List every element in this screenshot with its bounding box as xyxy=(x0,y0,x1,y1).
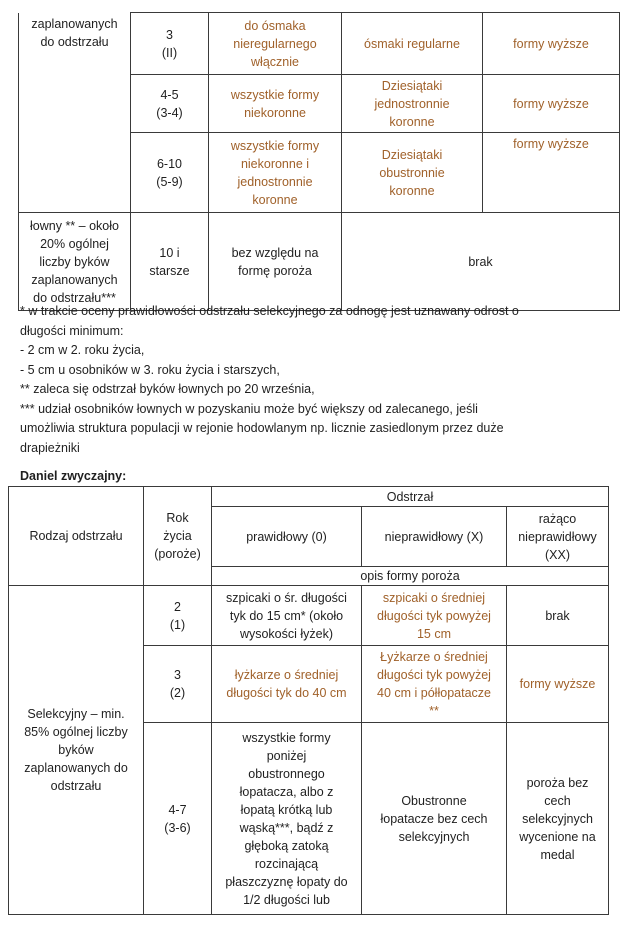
table-row xyxy=(19,13,620,75)
razaco-cell: brak xyxy=(507,586,609,646)
table-row xyxy=(9,487,609,507)
table-row xyxy=(19,213,620,311)
footnote-line: - 5 cm u osobników w 3. roku życia i starszych, xyxy=(20,362,280,377)
age-cell: 6-10 (5-9) xyxy=(131,133,209,213)
header-age: Rok życia (poroże) xyxy=(144,487,212,586)
razaco-cell: formy wyższe xyxy=(507,646,609,723)
footnote-line: drapieżniki xyxy=(20,440,80,455)
footnotes xyxy=(20,302,620,458)
footnote-line: długości minimum: xyxy=(20,323,124,338)
nieprawidlowy-cell: Obustronne łopatacze bez cech selekcyjnych xyxy=(362,723,507,915)
age-cell: 3 (II) xyxy=(131,13,209,75)
nieprawidlowy-cell: Dziesiątaki obustronnie koronne xyxy=(342,133,483,213)
footnote-line: *** udział osobników łownych w pozyskaniu może być większy od zalecanego, jeśli xyxy=(20,401,478,416)
table-jelen-continuation xyxy=(18,12,620,311)
nieprawidlowy-cell: szpicaki o średniej długości tyk powyżej 15 cm xyxy=(362,586,507,646)
header-opis: opis formy poroża xyxy=(212,567,609,586)
footnote-line: * w trakcie oceny prawidłowości odstrzału selekcyjnego za odnogę jest uznawany odrost o xyxy=(20,304,519,318)
footnote-line: umożliwia struktura populacji w rejonie hodowlanym np. licznie zasiedlonym przez duże xyxy=(20,421,504,435)
prawidlowy-cell: wszystkie formy niekoronne i jednostronnie koronne xyxy=(209,133,342,213)
razaco-cell: formy wyższe xyxy=(483,133,620,213)
prawidlowy-cell: wszystkie formy poniżej obustronnego łopatacza, albo z łopatą krótką lub wąską***, bądź z głęboką zatoką rozcinającą płaszczyznę łopaty do 1/2 długości lub xyxy=(212,723,362,915)
age-cell: 10 i starsze xyxy=(131,213,209,311)
age-cell: 2 (1) xyxy=(144,586,212,646)
prawidlowy-cell: łyżkarze o średniej długości tyk do 40 cm xyxy=(212,646,362,723)
nieprawidlowy-cell: Łyżkarze o średniej długości tyk powyżej 40 cm i półłopatacze ** xyxy=(362,646,507,723)
kind-cell: łowny ** – około 20% ogólnej liczby byków zaplanowanych do odstrzału*** xyxy=(19,213,131,311)
age-cell: 4-5 (3-4) xyxy=(131,75,209,133)
header-prawidlowy: prawidłowy (0) xyxy=(212,507,362,567)
table-daniel xyxy=(8,486,609,915)
razaco-cell: formy wyższe xyxy=(483,13,620,75)
nieprawidlowy-cell: ósmaki regularne xyxy=(342,13,483,75)
header-razaco: rażąco nieprawidłowy (XX) xyxy=(507,507,609,567)
table-row xyxy=(9,586,609,646)
razaco-cell: poroża bez cech selekcyjnych wycenione na medal xyxy=(507,723,609,915)
footnote-line: - 2 cm w 2. roku życia, xyxy=(20,343,145,357)
header-group: Odstrzał xyxy=(212,487,609,507)
kind-cell: zaplanowanych do odstrzału xyxy=(19,13,131,213)
kind-cell: Selekcyjny – min. 85% ogólnej liczby byków zaplanowanych do odstrzału xyxy=(9,586,144,915)
merged-cell: brak xyxy=(342,213,620,311)
footnote-line: ** zaleca się odstrzał byków łownych po 20 września, xyxy=(20,382,315,396)
razaco-cell: formy wyższe xyxy=(483,75,620,133)
section-title: Daniel zwyczajny: xyxy=(20,469,127,483)
prawidlowy-cell: szpicaki o śr. długości tyk do 15 cm* (około wysokości łyżek) xyxy=(212,586,362,646)
prawidlowy-cell: do ósmaka nieregularnego włącznie xyxy=(209,13,342,75)
prawidlowy-cell: bez względu na formę poroża xyxy=(209,213,342,311)
header-nieprawidlowy: nieprawidłowy (X) xyxy=(362,507,507,567)
header-kind: Rodzaj odstrzału xyxy=(9,487,144,586)
nieprawidlowy-cell: Dziesiątaki jednostronnie koronne xyxy=(342,75,483,133)
prawidlowy-cell: wszystkie formy niekoronne xyxy=(209,75,342,133)
age-cell: 3 (2) xyxy=(144,646,212,723)
age-cell: 4-7 (3-6) xyxy=(144,723,212,915)
